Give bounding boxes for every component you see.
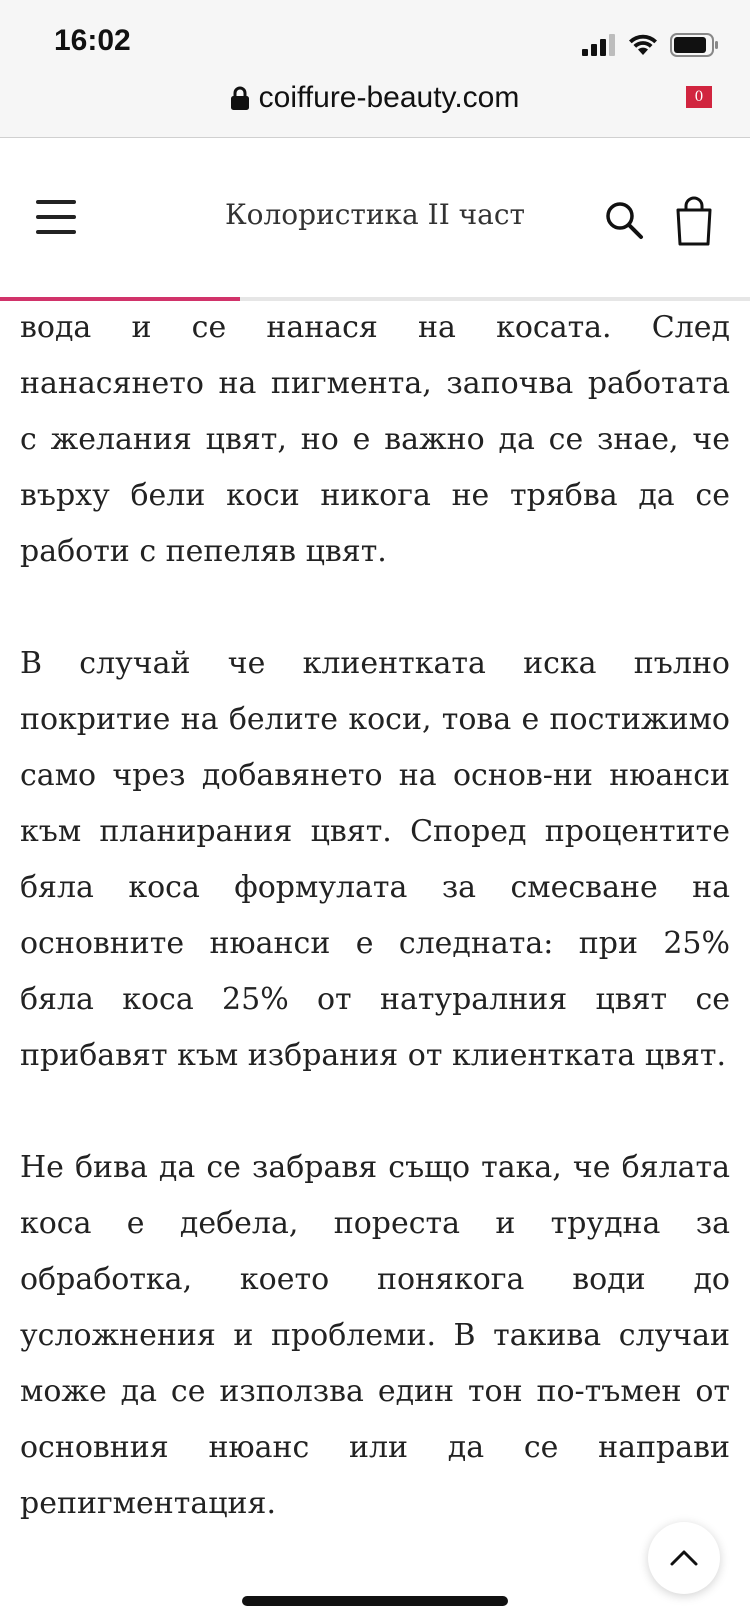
address-bar[interactable] bbox=[0, 76, 750, 120]
chevron-up-icon bbox=[669, 1549, 699, 1567]
browser-top-bar bbox=[0, 0, 750, 138]
status-icons bbox=[582, 30, 720, 60]
url-text: coiffure-beauty.com bbox=[258, 81, 520, 114]
scroll-to-top-button[interactable] bbox=[648, 1522, 720, 1594]
article-paragraph: Не бива да се забравя също така, че бялата коса е дебела, пореста и трудна за обработка, което понякога води до усложнения и проблеми. В такива случаи може да се използва един тон по-тъмен от основния нюанс или да се направи репигментация. bbox=[20, 1150, 730, 1521]
article-paragraph: вода и се нанася на косата. След нанасянето на пигмента, започва работата с желания цвят, но е важно да се знае, че върху бели коси никога не трябва да се работи с пепеляв цвят. bbox=[20, 310, 730, 569]
shopping-bag-icon[interactable] bbox=[672, 196, 716, 246]
cart-count-badge: 0 bbox=[686, 86, 712, 108]
hamburger-menu-icon[interactable] bbox=[36, 200, 76, 234]
battery-icon bbox=[670, 33, 720, 57]
site-header bbox=[0, 138, 750, 300]
lock-icon bbox=[231, 86, 249, 110]
status-time: 16:02 bbox=[54, 24, 131, 57]
article-body bbox=[20, 300, 730, 1570]
article-paragraph: В случай че клиентката иска пълно покритие на белите коси, това е постижимо само чрез добавянето на основ-ни нюанси към планирания цвят. Според процентите бяла коса формулата за смесване на основните нюанси е следната: при 25% бяла коса 25% от натуралния цвят се прибавят към избрания от клиентката цвят. bbox=[20, 646, 730, 1073]
wifi-icon bbox=[628, 34, 658, 56]
page-title: Колористика II част bbox=[224, 198, 526, 231]
home-indicator bbox=[242, 1596, 508, 1606]
search-icon[interactable] bbox=[604, 200, 644, 240]
signal-icon bbox=[582, 34, 616, 56]
